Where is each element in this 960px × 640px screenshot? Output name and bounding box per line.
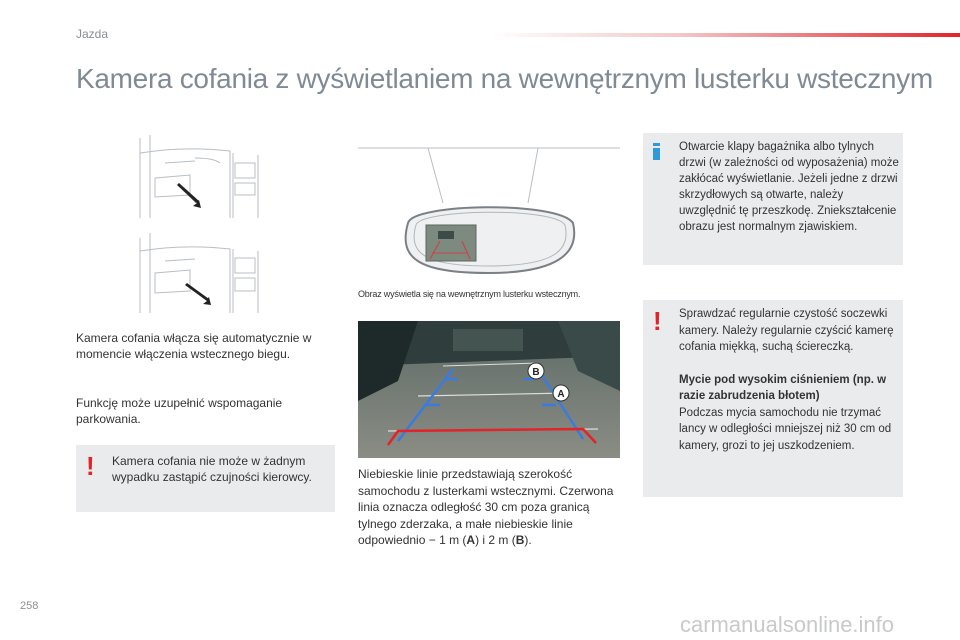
warning-icon: ! xyxy=(86,451,95,481)
section-title: Jazda xyxy=(76,27,109,41)
auto-activation-text: Kamera cofania włącza się automatycznie w momencie włączenia wstecznego biegu. xyxy=(76,331,312,361)
guideline-ref-b: B xyxy=(515,533,525,547)
rearview-mirror-illustration xyxy=(358,133,620,283)
marker-a-label: A xyxy=(557,389,565,400)
info-text: Otwarcie klapy bagażnika albo tylnych drzwi (w zależności od wyposażenia) może zakłócać wyświetlanie. Jeżeli jedne z drzwi skrzydłowych są otwarte, należy uwzględnić tę przeszkodę. Zniekształcenie obrazu jest normalnym zjawiskiem. xyxy=(679,141,899,233)
mirror-caption: Obraz wyświetla się na wewnętrznym lusterku wstecznym. xyxy=(358,289,581,299)
warning-box-driver xyxy=(76,445,335,512)
cleaning-text: Sprawdzać regularnie czystość soczewki kamery. Należy regularnie czyścić kamerę cofania miękką, suchą ściereczką. xyxy=(679,308,894,353)
warning-icon: ! xyxy=(653,306,662,336)
page-title: Kamera cofania z wyświetlaniem na wewnętrznym lusterku wstecznym xyxy=(76,63,933,94)
cleaning-warning xyxy=(679,306,901,454)
info-box-display xyxy=(643,133,903,265)
page-number: 258 xyxy=(20,600,39,612)
parking-assist-text: Funkcję może uzupełnić wspomaganie parkowania. xyxy=(76,396,283,426)
warning-text: Kamera cofania nie może w żadnym wypadku zastąpić czujności kierowcy. xyxy=(112,454,312,484)
pressure-wash-text: Podczas mycia samochodu nie trzymać lancy w odległości mniejszej niż 30 cm od kamery, grozi to jej uszkodzeniem. xyxy=(679,406,892,452)
camera-view-image xyxy=(358,321,620,458)
warning-box-cleaning xyxy=(643,300,903,497)
pressure-wash-heading: Mycie pod wysokim ciśnieniem (np. w razie zabrudzenia błotem) xyxy=(679,373,887,402)
watermark: carmanualsonline.info xyxy=(680,612,895,637)
vehicle-rear-illustration xyxy=(135,133,265,318)
marker-b-label: B xyxy=(532,367,540,378)
header-accent-bar xyxy=(490,33,960,37)
guideline-text-1: Niebieskie linie przedstawiają szerokość samochodu z lusterkami wstecznymi. Czerwona linia oznacza odległość 30 cm poza granicą tylnego zderzaka, a małe niebieskie linie odpowiednio − 1 m ( xyxy=(358,467,614,547)
guideline-description xyxy=(358,466,628,549)
guideline-text-3: ). xyxy=(524,533,532,547)
guideline-text-2: ) i 2 m ( xyxy=(475,533,516,547)
guideline-ref-a: A xyxy=(466,533,476,547)
camera-view-graphic xyxy=(358,321,620,458)
info-icon xyxy=(653,143,660,159)
